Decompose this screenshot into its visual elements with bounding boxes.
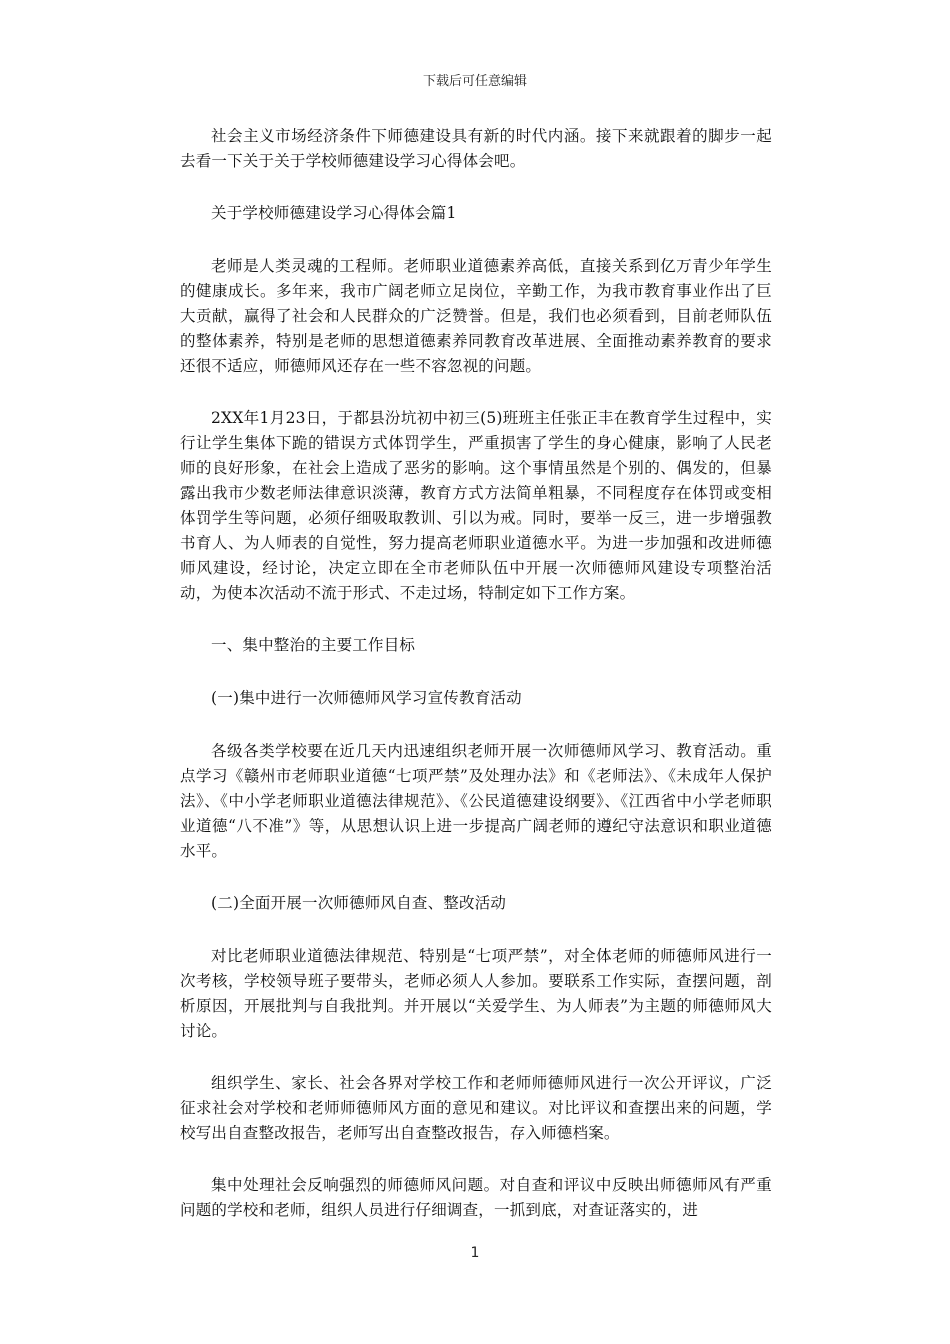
body-paragraph: 对比老师职业道德法律规范、特别是“七项严禁”，对全体老师的师德师风进行一次考核，学校领导班子要带头，老师必须人人参加。要联系工作实际，查摆问题，剖析原因，开展批判与自我批判。并开展以“关爱学生、为人师表”为主题的师德师风大讨论。 <box>180 947 772 1040</box>
subsection-heading: (二)全面开展一次师德师风自查、整改活动 <box>211 894 507 912</box>
body-paragraph: 各级各类学校要在近几天内迅速组织老师开展一次师德师风学习、教育活动。重点学习《赣州市老师职业道德“七项严禁”及处理办法》和《老师法》、《未成年人保护法》、《中小学老师职业道德法律规范》、《公民道德建设纲要》、《江西省中小学老师职业道德“八不准”》等，从思想认识上进一步提高广阔老师的遵纪守法意识和职业道德水平。 <box>180 742 772 860</box>
subsection-heading: (一)集中进行一次师德师风学习宣传教育活动 <box>211 689 522 707</box>
page-number: 1 <box>470 1245 480 1261</box>
document-body <box>180 124 772 1250</box>
section-heading: 一、集中整治的主要工作目标 <box>211 636 416 654</box>
body-paragraph: 老师是人类灵魂的工程师。老师职业道德素养高低，直接关系到亿万青少年学生的健康成长。多年来，我市广阔老师立足岗位，辛勤工作，为我市教育事业作出了巨大贡献，赢得了社会和人民群众的广泛赞誉。但是，我们也必须看到，目前老师队伍的整体素养，特别是老师的思想道德素养同教育改革进展、全面推动素养教育的要求还很不适应，师德师风还存在一些不容忽视的问题。 <box>180 257 772 375</box>
body-paragraph: 2XX年1月23日，于都县汾坑初中初三(5)班班主任张正丰在教育学生过程中，实行让学生集体下跪的错误方式体罚学生，严重损害了学生的身心健康，影响了人民老师的良好形象，在社会上造成了恶劣的影响。这个事情虽然是个别的、偶发的，但暴露出我市少数老师法律意识淡薄，教育方式方法简单粗暴，不同程度存在体罚或变相体罚学生等问题，必须仔细吸取教训、引以为戒。同时，要举一反三，进一步增强教书育人、为人师表的自觉性，努力提高老师职业道德水平。为进一步加强和改进师德师风建设，经讨论，决定立即在全市老师队伍中开展一次师德师风建设专项整治活动，为使本次活动不流于形式、不走过场，特制定如下工作方案。 <box>180 409 772 602</box>
page-header: 下载后可任意编辑 <box>422 74 527 89</box>
body-paragraph: 组织学生、家长、社会各界对学校工作和老师师德师风进行一次公开评议，广泛征求社会对学校和老师师德师风方面的意见和建议。对比评议和查摆出来的问题，学校写出自查整改报告，老师写出自查整改报告，存入师德档案。 <box>180 1074 772 1142</box>
intro-paragraph: 社会主义市场经济条件下师德建设具有新的时代内涵。接下来就跟着的脚步一起去看一下关于关于学校师德建设学习心得体会吧。 <box>180 127 772 170</box>
article-title: 关于学校师德建设学习心得体会篇1 <box>211 204 457 222</box>
body-paragraph: 集中处理社会反响强烈的师德师风问题。对自查和评议中反映出师德师风有严重问题的学校和老师，组织人员进行仔细调查，一抓到底，对查证落实的，进 <box>180 1176 772 1219</box>
